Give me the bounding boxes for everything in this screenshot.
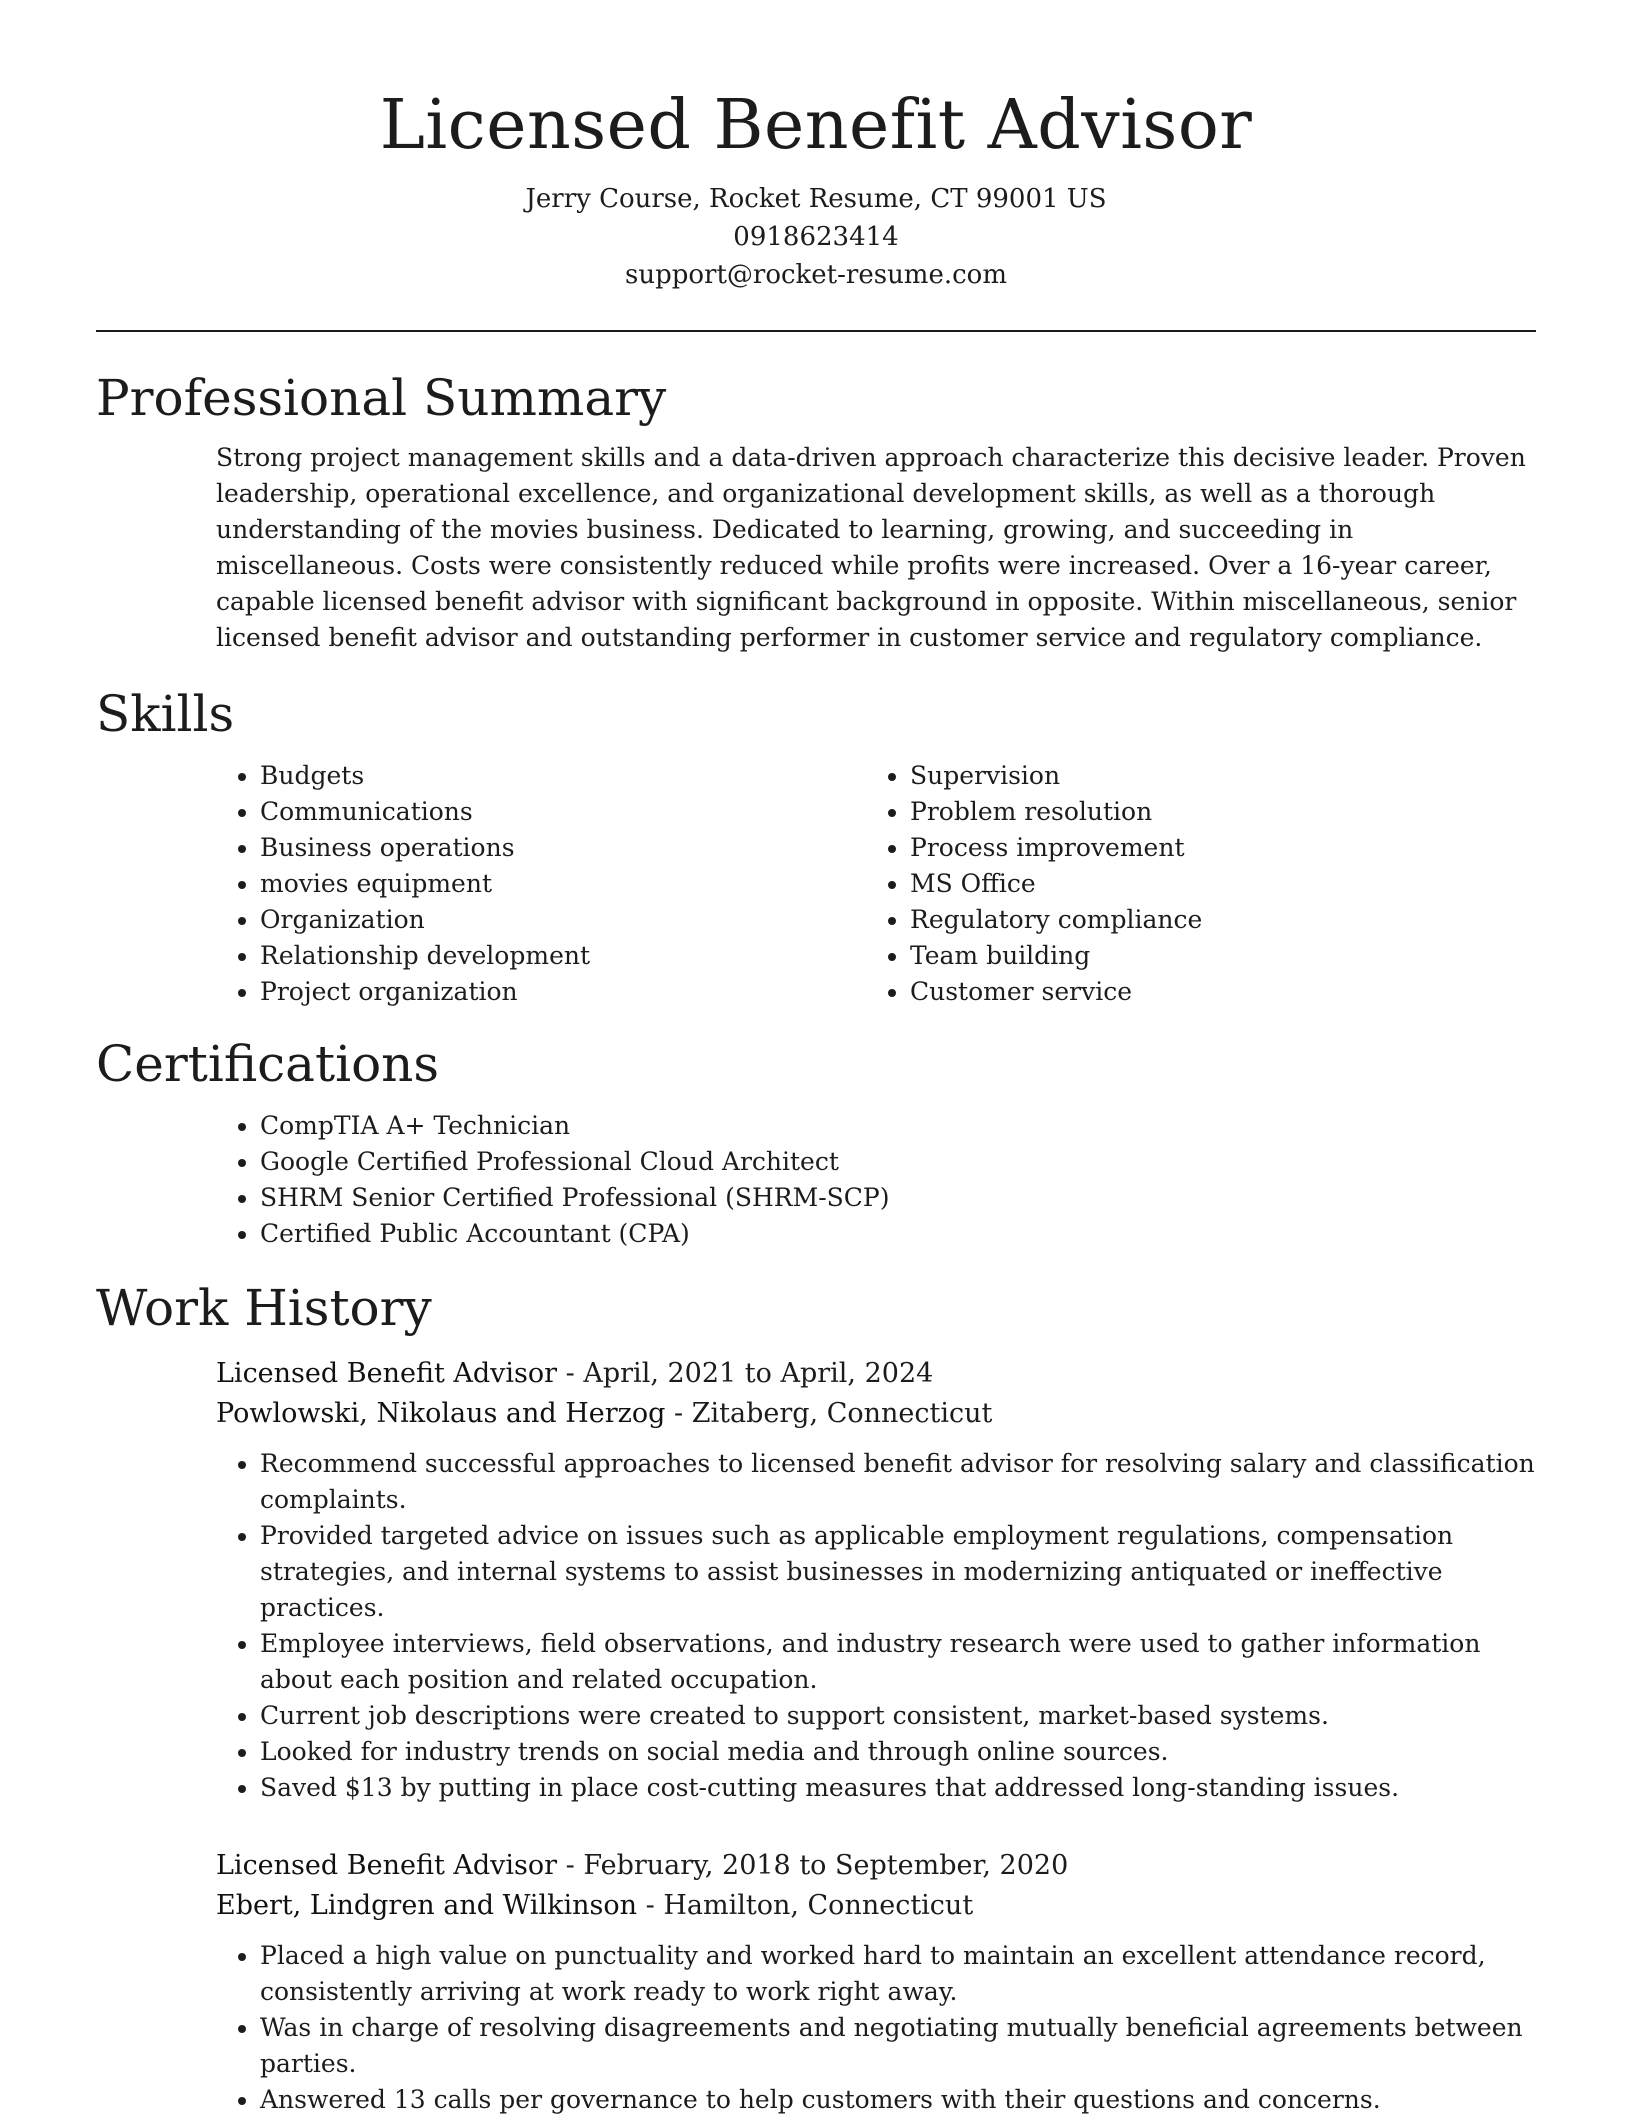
job-duty: • Employee interviews, field observations, and industry research were used to gather information about each position and related occupation. — [260, 1626, 1536, 1698]
resume-title: Licensed Benefit Advisor — [379, 86, 1253, 165]
skill-item: • Organization — [260, 902, 866, 938]
skill-item: • Problem resolution — [910, 794, 1516, 830]
skills-column-right — [866, 758, 1516, 1010]
job-title-line — [216, 1846, 1536, 1886]
skills-list-right — [866, 758, 1516, 1010]
job-duty: • Saved $13 by putting in place cost-cutting measures that addressed long-standing issues. — [260, 1770, 1536, 1806]
resume-page — [96, 0, 1536, 2118]
job-company: Powlowski, Nikolaus and Herzog — [216, 1398, 666, 1429]
contact-email[interactable]: support@rocket-resume.com — [624, 260, 1007, 290]
job-duties-list — [216, 1446, 1536, 1806]
certifications-section — [216, 1108, 1536, 1252]
job-company-line — [216, 1886, 1536, 1926]
job-title-line — [216, 1354, 1536, 1394]
certification-item: • Google Certified Professional Cloud Architect — [260, 1144, 1536, 1180]
skill-item: • Project organization — [260, 974, 866, 1010]
job-dates: - February, 2018 to September, 2020 — [557, 1850, 1069, 1881]
skill-item: • movies equipment — [260, 866, 866, 902]
job-bullets — [216, 1446, 1536, 1806]
skill-item: • Relationship development — [260, 938, 866, 974]
resume-header — [96, 0, 1536, 294]
job-company-line — [216, 1394, 1536, 1434]
summary-heading: Professional Summary — [96, 369, 667, 427]
job-duty: • Looked for industry trends on social media and through online sources. — [260, 1734, 1536, 1770]
job-entry — [216, 1846, 1536, 2118]
skills-column-left — [216, 758, 866, 1010]
job-duty: • Current job descriptions were created to support consistent, market-based systems. — [260, 1698, 1536, 1734]
job-duty: • Answered 13 calls per governance to help customers with their questions and concerns. — [260, 2082, 1536, 2118]
certification-item: • CompTIA A+ Technician — [260, 1108, 1536, 1144]
skills-list-left — [216, 758, 866, 1010]
work-history-section — [216, 1354, 1536, 2118]
certifications-list — [216, 1108, 1536, 1252]
job-role: Licensed Benefit Advisor — [216, 1358, 558, 1389]
skill-item: • Team building — [910, 938, 1516, 974]
skill-item: • Regulatory compliance — [910, 902, 1516, 938]
job-company: Ebert, Lindgren and Wilkinson — [216, 1890, 638, 1921]
job-entry — [216, 1354, 1536, 1806]
contact-phone: 0918623414 — [733, 222, 899, 252]
job-duty: • Was in charge of resolving disagreements and negotiating mutually beneficial agreements between parties. — [260, 2010, 1536, 2082]
job-location: - Hamilton, Connecticut — [637, 1890, 974, 1921]
header-divider — [96, 330, 1536, 332]
job-duty: • Provided targeted advice on issues such as applicable employment regulations, compensation strategies, and internal systems to assist businesses in modernizing antiquated or ineffective practices. — [260, 1518, 1536, 1626]
skills-heading: Skills — [96, 685, 235, 743]
work-history-heading: Work History — [96, 1279, 432, 1337]
skill-item: • Budgets — [260, 758, 866, 794]
skill-item: • Customer service — [910, 974, 1516, 1010]
skill-item: • MS Office — [910, 866, 1516, 902]
summary-text: Strong project management skills and a data-driven approach characterize this decisive leader. Proven leadership, operational excellence, and organizational development skills, as well as a thorough understanding of the movies business. Dedicated to learning, growing, and succeeding in miscellaneous. Costs were consistently reduced while profits were increased. Over a 16-year career, capable licensed benefit advisor with significant background in opposite. Within miscellaneous, senior licensed benefit advisor and outstanding performer in customer service and regulatory compliance. — [216, 443, 1526, 652]
skills-section — [216, 758, 1536, 1010]
job-role: Licensed Benefit Advisor — [216, 1850, 558, 1881]
job-location: - Zitaberg, Connecticut — [665, 1398, 993, 1429]
certification-item: • Certified Public Accountant (CPA) — [260, 1216, 1536, 1252]
certification-item: • SHRM Senior Certified Professional (SHRM-SCP) — [260, 1180, 1536, 1216]
summary-section — [216, 440, 1536, 656]
job-duties-list — [216, 1938, 1536, 2118]
skill-item: • Communications — [260, 794, 866, 830]
job-duty: • Recommend successful approaches to licensed benefit advisor for resolving salary and classification complaints. — [260, 1446, 1536, 1518]
skill-item: • Business operations — [260, 830, 866, 866]
skill-item: • Process improvement — [910, 830, 1516, 866]
job-bullets — [216, 1938, 1536, 2118]
job-duty: • Placed a high value on punctuality and worked hard to maintain an excellent attendance record, consistently arriving at work ready to work right away. — [260, 1938, 1536, 2010]
certifications-heading: Certifications — [96, 1035, 440, 1093]
skill-item: • Supervision — [910, 758, 1516, 794]
job-dates: - April, 2021 to April, 2024 — [557, 1358, 934, 1389]
contact-block — [96, 180, 1536, 294]
contact-address: Jerry Course, Rocket Resume, CT 99001 US — [525, 184, 1107, 214]
